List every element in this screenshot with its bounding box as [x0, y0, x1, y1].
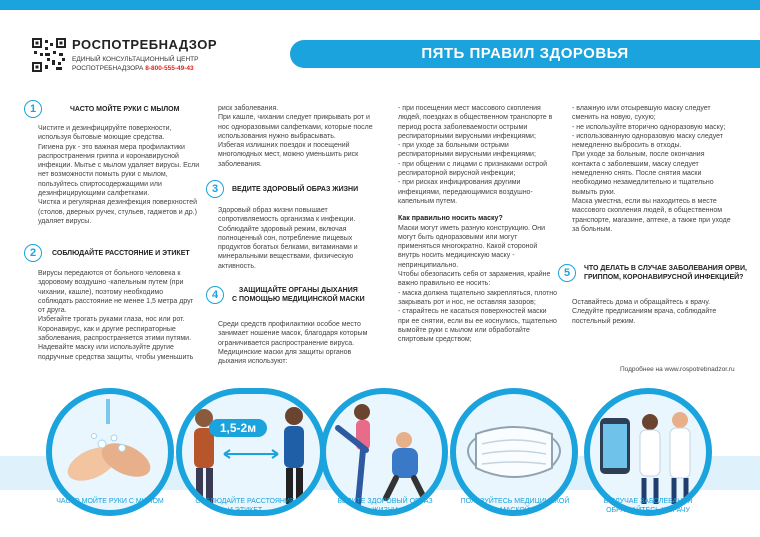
section-4-title: [232, 286, 365, 304]
brand-line1: ЕДИНЫЙ КОНСУЛЬТАЦИОННЫЙ ЦЕНТР: [72, 56, 199, 63]
page-title: ПЯТЬ ПРАВИЛ ЗДОРОВЬЯ: [421, 45, 629, 62]
brand-line2-text: РОСПОТРЕБНАДЗОРА: [72, 65, 144, 72]
phone-doctor-icon: [590, 394, 706, 510]
section-3-header: [206, 180, 358, 198]
section-2-title: СОБЛЮДАЙТЕ РАССТОЯНИЕ И ЭТИКЕТ: [52, 249, 190, 257]
paragraph: риск заболевания.: [218, 105, 279, 112]
brand-subtitle: [72, 55, 217, 73]
two-people-icon: [182, 394, 320, 510]
paragraph: Избегайте трогать руками глаза, нос или рот. Коронавирус, как и другие респираторные заболевания, распространяется этими путями.: [38, 316, 192, 343]
paragraph: Избегая излишних поездок и посещений многолюдных мест, можно уменьшить риск заболевания.: [218, 142, 359, 168]
paragraph: - при рисках инфицирования другими инфекциями, передающимися воздушно-капельным путем.: [398, 179, 533, 205]
paragraph: - влажную или отсыревшую маску следует сменить на новую, сухую;: [572, 105, 711, 122]
caption-line: СОБЛЮДАЙТЕ РАССТОЯНИЕ: [195, 498, 295, 505]
medical-mask-icon: [456, 394, 572, 510]
paragraph: Вирусы передаются от больного человека к здоровому воздушно -капельным путем (при чихании, кашле), поэтому необходимо соблюдать расстояние не менее 1,5 метра друг от друга.: [38, 270, 194, 315]
paragraph: - старайтесь не касаться поверхностей маски при ее снятии, если вы ее коснулись, тщательно вымойте руки с мылом или обработайте спиртовым средством;: [398, 308, 557, 344]
section-1-title: ЧАСТО МОЙТЕ РУКИ С МЫЛОМ: [70, 105, 180, 113]
paragraph: При уходе за больным, после окончания контакта с заболевшим, маску следует немедленно снять. После снятия маски необходимо незамедлительно и тщательно вымыть руки.: [572, 151, 714, 196]
paragraph: Здоровый образ жизни повышает сопротивляемость организма к инфекции. Соблюдайте здоровый режим, включая полноценный сон, потребление пищевых продуктов богатых белками, витаминами и минеральными веществами, физическую активность.: [218, 207, 358, 270]
section-3-title: ВЕДИТЕ ЗДОРОВЫЙ ОБРАЗ ЖИЗНИ: [232, 185, 359, 193]
qr-code-icon: [32, 38, 66, 72]
paragraph: Чтобы обезопасить себя от заражения, крайне важно правильно ее носить:: [398, 271, 551, 288]
section-1-text: [38, 124, 200, 226]
caption-line: ЧАСТО МОЙТЕ РУКИ С МЫЛОМ: [56, 498, 164, 505]
mask-rules-continued: [572, 104, 734, 234]
caption-line: ВЕДИТЕ ЗДОРОВЫЙ ОБРАЗ: [337, 498, 433, 505]
paragraph: - при уходе за больными острыми респираторными вирусными инфекциями;: [398, 142, 536, 159]
paragraph: Следуйте предписаниям врача, соблюдайте постельный режим.: [572, 308, 717, 325]
section-4-title-line1: ЗАЩИЩАЙТЕ ОРГАНЫ ДЫХАНИЯ: [238, 287, 358, 294]
paragraph: - при общении с лицами с признаками острой респираторной вирусной инфекции;: [398, 160, 548, 178]
paragraph: Гигиена рук - это важная мера профилактики распространения гриппа и коронавирусной инфекции. Мытье с мылом удаляет вирусы. Если нет возможности помыть руки с мылом, пользуйтесь спиртосодержащими или дезинфицирующими салфетками.: [38, 143, 200, 198]
section-3-number: 3: [206, 180, 224, 198]
caption-distance: [175, 497, 315, 515]
source-link[interactable]: Подробнее на www.rospotrebnadzor.ru: [620, 366, 735, 373]
section-5-text: [572, 298, 734, 326]
caption-line: МАСКОЙ: [500, 507, 530, 514]
caption-healthy-lifestyle: [315, 497, 455, 515]
paragraph: - маска должна тщательно закрепляться, плотно закрывать рот и нос, не оставляя зазоров;: [398, 289, 558, 306]
caption-line: В СЛУЧАЕ ЗАБОЛЕВАНИЯ: [603, 498, 693, 505]
section-5-title-line1: ЧТО ДЕЛАТЬ В СЛУЧАЕ ЗАБОЛЕВАНИЯ ОРВИ,: [584, 265, 747, 272]
caption-line: И ЭТИКЕТ: [227, 507, 263, 514]
title-banner: [290, 40, 760, 68]
caption-line: ЖИЗНИ: [372, 507, 398, 514]
section-5-title: [584, 264, 747, 282]
exercise-people-icon: [326, 394, 442, 510]
caption-mask: [445, 497, 585, 515]
section-1-header: [24, 100, 179, 118]
paragraph: Чистите и дезинфицируйте поверхности, используя бытовые моющие средства.: [38, 125, 172, 142]
paragraph: При кашле, чихании следует прикрывать рот и нос одноразовыми салфетками, которые после использования нужно выбрасывать.: [218, 114, 373, 140]
section-4-header: [206, 286, 365, 304]
section-4-title-line2: С ПОМОЩЬЮ МЕДИЦИНСКОЙ МАСКИ: [232, 296, 365, 303]
section-4-number: 4: [206, 286, 224, 304]
paragraph: Среди средств профилактики особое место занимает ношение масок, благодаря которым ограничивается распространение вируса.: [218, 321, 368, 347]
section-2-number: 2: [24, 244, 42, 262]
section-4-text: [218, 320, 380, 366]
caption-line: ОБРАЩАЙТЕСЬ К ВРАЧУ: [606, 507, 690, 514]
section-5-header: [558, 264, 747, 282]
brand-line2: [72, 64, 217, 73]
paragraph: Чистка и регулярная дезинфекция поверхностей (столов, дверных ручек, стульев, гаджетов и др.) удаляет вирусы.: [38, 199, 198, 225]
section-2-header: [24, 244, 190, 262]
section-5-title-line2: ГРИППОМ, КОРОНАВИРУСНОЙ ИНФЕКЦИЕЙ?: [584, 274, 744, 281]
section-4-continued: [398, 104, 560, 344]
caption-wash-hands: [40, 497, 180, 506]
top-stripe: [0, 0, 760, 10]
paragraph: Оставайтесь дома и обращайтесь к врачу.: [572, 299, 711, 306]
paragraph: Медицинские маски для защиты органов дыхания используют:: [218, 348, 352, 366]
section-2-continued: [218, 104, 380, 169]
brand-name: РОСПОТРЕБНАДЗОР: [72, 37, 218, 52]
distance-label: 1,5-2м: [209, 419, 267, 437]
paragraph: Маски могут иметь разную конструкцию. Они могут быть одноразовыми или могут применяться многократно. Какой стороной внутрь носить медицинскую маску - непринципиально.: [398, 224, 546, 269]
section-5-number: 5: [558, 264, 576, 282]
hotline-phone: 8-800-555-49-43: [145, 65, 194, 72]
paragraph: - не используйте вторично одноразовую маску;: [572, 123, 726, 131]
paragraph: Надевайте маску или используйте другие подручные средства защиты, чтобы уменьшить: [38, 344, 194, 361]
paragraph: - при посещении мест массового скопления людей, поездках в общественном транспорте в период роста заболеваемости острыми респираторными вирусными инфекциями;: [398, 105, 553, 140]
brand-block: [72, 37, 217, 73]
caption-line: ПОЛЬЗУЙТЕСЬ МЕДИЦИНСКОЙ: [460, 498, 570, 505]
section-2-text: [38, 269, 200, 362]
washing-hands-icon: [52, 394, 168, 510]
mask-question-title: Как правильно носить маску?: [398, 215, 503, 223]
caption-doctor: [578, 497, 718, 515]
section-3-text: [218, 206, 378, 271]
paragraph: - использованную одноразовую маску следует немедленно выбросить в отходы.: [572, 132, 723, 150]
section-1-number: 1: [24, 100, 42, 118]
paragraph: Маска уместна, если вы находитесь в месте массового скопления людей, в общественном транспорте, магазине, аптеке, а также при уходе за больным.: [572, 197, 731, 233]
